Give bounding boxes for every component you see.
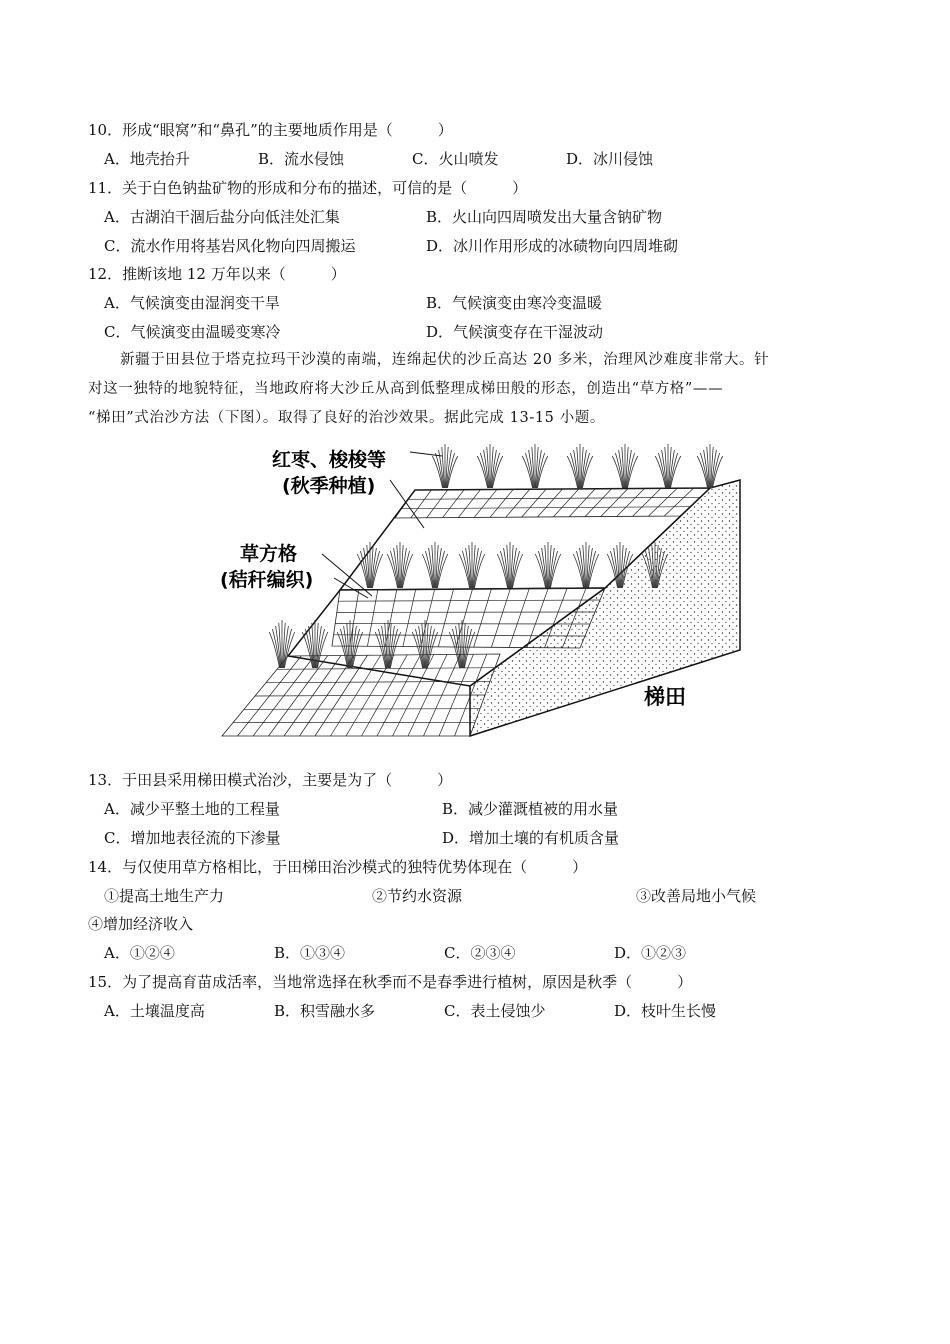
question-11-option-a[interactable]: A．古湖泊干涸后盐分向低洼处汇集 <box>104 208 340 226</box>
question-14-item-2: ②节约水资源 <box>372 887 463 905</box>
passage-line-1: 新疆于田县位于塔克拉玛干沙漠的南端，连绵起伏的沙丘高达 20 多米，治理风沙难度非常大。针 <box>120 352 770 368</box>
question-13-stem: 13．于田县采用梯田模式治沙，主要是为了（ ） <box>88 771 453 789</box>
question-13-option-d[interactable]: D．增加土壤的有机质含量 <box>442 829 620 847</box>
leader-line-trees <box>410 452 442 456</box>
question-15-option-a[interactable]: A．土壤温度高 <box>104 1002 205 1020</box>
question-10-option-b[interactable]: B．流水侵蚀 <box>258 150 345 168</box>
question-11-option-c[interactable]: C．流水作用将基岩风化物向四周搬运 <box>104 237 356 255</box>
question-11-stem: 11．关于白色钠盐矿物的形成和分布的描述，可信的是（ ） <box>88 179 528 197</box>
question-14-option-c[interactable]: C．②③④ <box>444 944 516 962</box>
question-13-option-c[interactable]: C．增加地表径流的下渗量 <box>104 829 281 847</box>
question-11-option-b[interactable]: B．火山向四周喷发出大量含钠矿物 <box>426 208 663 226</box>
label-grid-line2: (秸秆编织) <box>220 569 314 591</box>
question-12-option-a[interactable]: A．气候演变由湿润变干旱 <box>104 294 280 312</box>
question-12-option-c[interactable]: C．气候演变由温暖变寒冷 <box>104 323 281 341</box>
question-15-option-b[interactable]: B．积雪融水多 <box>274 1002 376 1020</box>
question-14-item-4: ④增加经济收入 <box>88 915 194 933</box>
question-14-stem: 14．与仅使用草方格相比，于田梯田治沙模式的独特优势体现在（ ） <box>88 858 588 876</box>
question-14-option-a[interactable]: A．①②④ <box>104 944 175 962</box>
question-15-option-c[interactable]: C．表土侵蚀少 <box>444 1002 546 1020</box>
question-10-option-a[interactable]: A．地壳抬升 <box>104 150 190 168</box>
question-10-stem: 10．形成“眼窝”和“鼻孔”的主要地质作用是（ ） <box>88 121 453 139</box>
question-12-option-d[interactable]: D．气候演变存在干湿波动 <box>426 323 604 341</box>
question-10-option-d[interactable]: D．冰川侵蚀 <box>566 150 654 168</box>
question-14-item-1: ①提高土地生产力 <box>104 887 225 905</box>
reading-passage <box>88 346 864 433</box>
terrace-grass-grid-figure <box>210 428 750 746</box>
question-12-stem: 12．推断该地 12 万年以来（ ） <box>88 265 346 283</box>
question-11-option-d[interactable]: D．冰川作用形成的冰碛物向四周堆砌 <box>426 237 679 255</box>
question-14-option-d[interactable]: D．①②③ <box>614 944 687 962</box>
label-grid-line1: 草方格 <box>240 543 298 565</box>
question-12-option-b[interactable]: B．气候演变由寒冷变温暖 <box>426 294 603 312</box>
label-terrace: 梯田 <box>644 685 686 709</box>
passage-line-2: 对这一独特的地貌特征，当地政府将大沙丘从高到低整理成梯田般的形态，创造出“草方格”—— <box>88 381 724 397</box>
question-10-option-c[interactable]: C．火山喷发 <box>412 150 499 168</box>
question-15-option-d[interactable]: D．枝叶生长慢 <box>614 1002 717 1020</box>
question-14-option-b[interactable]: B．①③④ <box>274 944 346 962</box>
question-15-stem: 15．为了提高育苗成活率，当地常选择在秋季而不是春季进行植树，原因是秋季（ ） <box>88 973 693 991</box>
passage-line-3: “梯田”式治沙方法（下图）。取得了良好的治沙效果。据此完成 13-15 小题。 <box>88 410 605 426</box>
question-13-option-a[interactable]: A．减少平整土地的工程量 <box>104 800 280 818</box>
label-trees-line2: (秋季种植) <box>282 475 376 497</box>
question-14-item-3: ③改善局地小气候 <box>636 887 757 905</box>
question-13-option-b[interactable]: B．减少灌溉植被的用水量 <box>442 800 619 818</box>
label-trees-line1: 红枣、梭梭等 <box>272 449 387 471</box>
